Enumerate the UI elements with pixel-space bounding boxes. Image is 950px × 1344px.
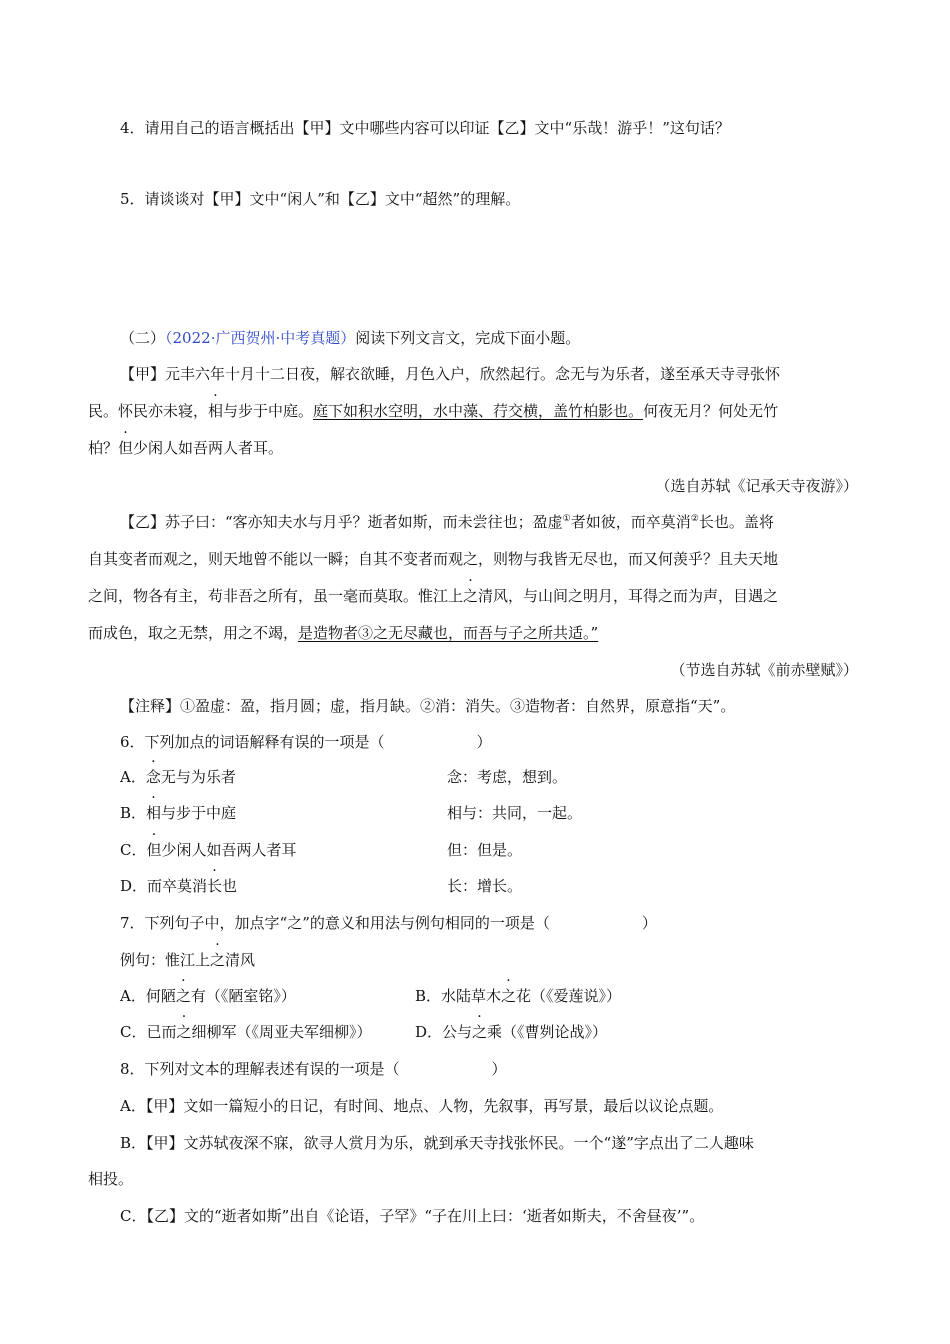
q6-option-a: A．念无与为乐者 <box>120 768 236 786</box>
dotted-char: 之 <box>472 1023 488 1041</box>
underlined-sentence: 是造物者③之无尽藏也，而吾与子之所共适。” <box>298 624 599 642</box>
q6-option-b: B．相与步于中庭 <box>120 804 237 822</box>
yi-line-1: 【乙】苏子曰：“客亦知夫水与月乎？逝者如斯，而未尝往也；盈虚①者如彼，而卒莫消②长也。盖将 <box>120 513 774 531</box>
question-6: 6．下列加点的词语解释有误的一项是（ ） <box>120 733 492 751</box>
dotted-char: 但 <box>146 841 162 859</box>
q6-option-d-explain: 长：增长。 <box>447 877 523 895</box>
q7-option-a: A．何陋之有（《陋室铭》） <box>120 987 296 1005</box>
q6-option-c-explain: 但：但是。 <box>447 841 523 859</box>
dotted-char: 之 <box>501 987 517 1005</box>
q8-option-b-cont: 相投。 <box>88 1170 134 1188</box>
q7-option-b: B．水陆草木之花（《爱莲说》） <box>415 987 622 1005</box>
q6-option-c: C．但少闲人如吾两人者耳 <box>120 841 297 859</box>
question-5: 5．请谈谈对【甲】文中“闲人”和【乙】文中“超然”的理解。 <box>120 190 521 208</box>
q6-option-b-explain: 相与：共同，一起。 <box>447 804 583 822</box>
q7-option-d: D．公与之乘（《曹刿论战》） <box>415 1023 608 1041</box>
dotted-char: 长 <box>207 877 223 895</box>
q7-example: 例句：惟江上之清风 <box>120 951 256 969</box>
q6-option-a-explain: 念：考虑，想到。 <box>447 768 568 786</box>
jia-line-3: 柏？但少闲人如吾两人者耳。 <box>88 439 284 457</box>
q7-option-c: C．已而之细柳军（《周亚夫军细柳》） <box>120 1023 372 1041</box>
jia-source: （选自苏轼《记承天寺夜游》） <box>655 477 858 495</box>
yi-line-2: 自其变者而观之，则天地曾不能以一瞬；自其不变者而观之，则物与我皆无尽也，而又何羡乎？且夫天地 <box>88 550 779 568</box>
jia-line-2: 民。怀民亦未寝，相与步于中庭。庭下如积水空明，水中藻、荇交横，盖竹柏影也。何夜无月？何处无竹 <box>88 402 779 420</box>
section-source: （2022·广西贺州·中考真题） <box>165 329 356 347</box>
dotted-char: 之 <box>463 587 479 605</box>
yi-line-3: 之间，物各有主，苟非吾之所有，虽一毫而莫取。惟江上之清风，与山间之明月，耳得之而为声，目遇之 <box>88 587 779 605</box>
section-prefix: （二） <box>120 329 166 347</box>
jia-line-1: 【甲】元丰六年十月十二日夜，解衣欲睡，月色入户，欣然起行。念无与为乐者，遂至承天寺寻张怀 <box>120 365 781 383</box>
dotted-char: 念 <box>145 768 161 786</box>
dotted-char: 但 <box>118 439 134 457</box>
dotted-char: 之 <box>176 1023 192 1041</box>
dotted-char: 相 <box>146 804 162 822</box>
dotted-char: 相 <box>208 402 224 420</box>
q8-option-a: A．【甲】文如一篇短小的日记，有时间、地点、人物，先叙事，再写景，最后以议论点题。 <box>120 1097 724 1115</box>
yi-source: （节选自苏轼《前赤壁赋》） <box>670 661 858 679</box>
question-7: 7．下列句子中，加点字“之”的意义和用法与例句相同的一项是（ ） <box>120 914 657 932</box>
footnote-mark: ① <box>562 514 571 524</box>
q6-option-d: D．而卒莫消长也 <box>120 877 238 895</box>
annotation: 【注释】①盈虚：盈，指月圆；虚，指月缺。②消：消失。③造物者：自然界，原意指“天”。 <box>120 697 736 715</box>
yi-line-4: 而成色，取之无禁，用之不竭，是造物者③之无尽藏也，而吾与子之所共适。” <box>88 624 599 642</box>
dotted-char: 之 <box>175 987 191 1005</box>
section-suffix: 阅读下列文言文，完成下面小题。 <box>355 329 581 347</box>
dotted-char: 之 <box>210 951 226 969</box>
footnote-mark: ② <box>690 514 699 524</box>
q8-option-c: C．【乙】文的“逝者如斯”出自《论语，子罕》“子在川上曰：‘逝者如斯夫，不舍昼夜’”。 <box>120 1207 705 1225</box>
section-header <box>120 328 580 348</box>
underlined-sentence: 庭下如积水空明，水中藻、荇交横，盖竹柏影也。 <box>313 402 644 420</box>
question-4: 4．请用自己的语言概括出【甲】文中哪些内容可以印证【乙】文中“乐哉！游乎！”这句话？ <box>120 119 730 137</box>
q8-option-b: B．【甲】文苏轼夜深不寐，欲寻人赏月为乐，就到承天寺找张怀民。一个“遂”字点出了二人趣味 <box>120 1134 754 1152</box>
question-8: 8．下列对文本的理解表述有误的一项是（ ） <box>120 1060 507 1078</box>
